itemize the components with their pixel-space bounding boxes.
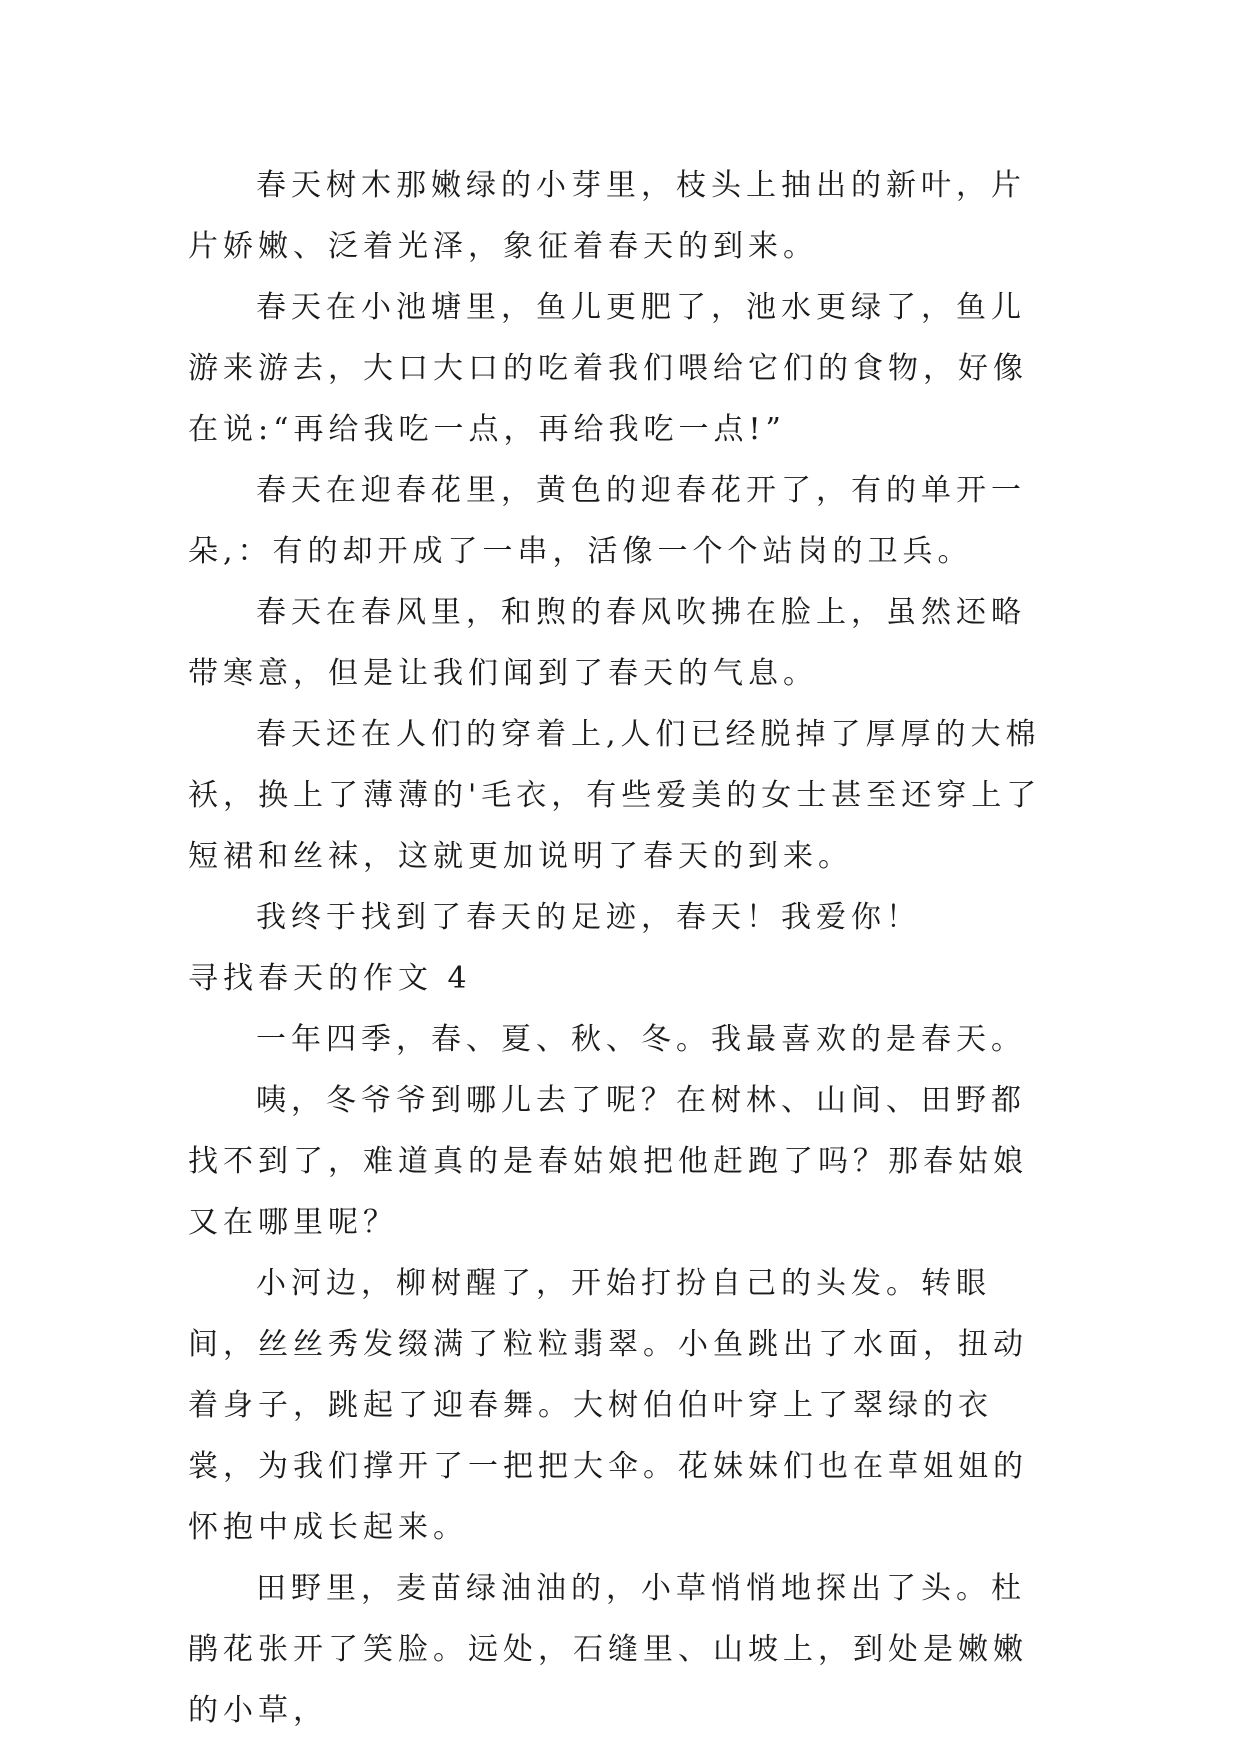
section-title: 寻找春天的作文 4 xyxy=(188,961,472,996)
paragraph: 田野里，麦苗绿油油的，小草悄悄地探出了头。杜鹃花张开了笑脸。远处，石缝里、山坡上，到处是嫩嫩的小草， xyxy=(188,1571,1028,1728)
paragraph: 小河边，柳树醒了，开始打扮自己的头发。转眼间，丝丝秀发缀满了粒粒翡翠。小鱼跳出了水面，扭动着身子，跳起了迎春舞。大树伯伯叶穿上了翠绿的衣裳，为我们撑开了一把把大伞。花妹妹们也在草姐姐的怀抱中成长起来。 xyxy=(188,1266,1028,1545)
paragraph: 春天在迎春花里，黄色的迎春花开了，有的单开一朵,：有的却开成了一串，活像一个个站岗的卫兵。 xyxy=(188,473,1026,569)
paragraph: 春天在小池塘里，鱼儿更肥了，池水更绿了，鱼儿游来游去，大口大口的吃着我们喂给它们的食物，好像在说:“再给我吃一点，再给我吃一点!” xyxy=(188,290,1028,447)
paragraph: 春天还在人们的穿着上,人们已经脱掉了厚厚的大棉袄，换上了薄薄的'毛衣，有些爱美的女士甚至还穿上了短裙和丝袜，这就更加说明了春天的到来。 xyxy=(188,717,1042,874)
paragraph: 我终于找到了春天的足迹，春天！我爱你！ xyxy=(256,900,921,935)
paragraph: 一年四季，春、夏、秋、冬。我最喜欢的是春天。 xyxy=(256,1022,1026,1057)
paragraph: 咦，冬爷爷到哪儿去了呢？在树林、山间、田野都找不到了，难道真的是春姑娘把他赶跑了吗？那春姑娘又在哪里呢？ xyxy=(188,1083,1028,1240)
paragraph: 春天在春风里，和煦的春风吹拂在脸上，虽然还略带寒意，但是让我们闻到了春天的气息。 xyxy=(188,595,1026,691)
paragraph: 春天树木那嫩绿的小芽里，枝头上抽出的新叶，片片娇嫩、泛着光泽，象征着春天的到来。 xyxy=(188,168,1026,264)
document-body xyxy=(188,155,1060,1741)
